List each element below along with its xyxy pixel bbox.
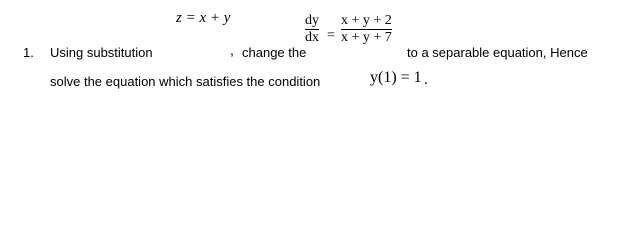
substitution-formula: z = x + y bbox=[176, 10, 231, 26]
separable-text: to a separable equation, Hence bbox=[407, 45, 588, 60]
comma: , bbox=[230, 42, 234, 58]
change-the-text: change the bbox=[242, 45, 307, 60]
equals-sign: = bbox=[327, 28, 335, 43]
initial-condition: y(1) = 1 bbox=[370, 69, 422, 86]
derivative-denominator: dx bbox=[305, 30, 319, 45]
condition-text: solve the equation which satisfies the condition bbox=[50, 74, 321, 89]
rhs-numerator: x + y + 2 bbox=[341, 13, 392, 28]
derivative-fraction bbox=[305, 14, 319, 45]
derivative-numerator: dy bbox=[305, 13, 319, 28]
rhs-fraction bbox=[341, 14, 392, 45]
period: . bbox=[424, 72, 428, 88]
question-number: 1. bbox=[23, 45, 34, 60]
intro-text: Using substitution bbox=[50, 45, 153, 60]
rhs-denominator: x + y + 7 bbox=[341, 30, 392, 45]
